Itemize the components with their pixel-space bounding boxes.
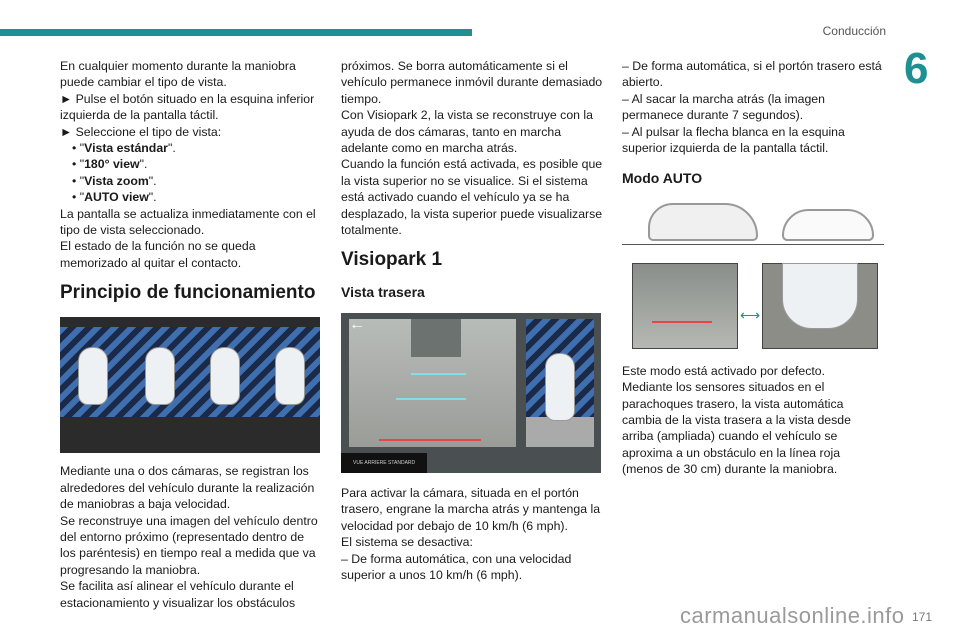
paragraph: Mediante los sensores situados en el parachoques trasero, la vista automática cambia de la vista trasera a la vista desde arriba (ampliada) cuando el vehículo se aproxima a un obstáculo en la línea roja (menos de 30 cm) durante la maniobra. xyxy=(622,380,851,477)
column-1 xyxy=(60,58,322,611)
auto-mode-screens-illustration xyxy=(622,263,884,349)
paragraph: próximos. Se borra automáticamente si el vehículo permanece inmóvil durante demasiado tiempo. xyxy=(341,59,603,106)
heading-principio: Principio de funcionamiento xyxy=(60,282,316,304)
column-3 xyxy=(622,58,884,478)
view-option: • "AUTO view". xyxy=(72,190,157,205)
paragraph: Este modo está activado por defecto. xyxy=(622,363,826,378)
surround-view-illustration xyxy=(60,317,320,453)
page-number: 171 xyxy=(912,610,933,624)
paragraph: – De forma automática, con una velocidad superior a unos 10 km/h (6 mph). xyxy=(341,551,572,582)
paragraph: Para activar la cámara, situada en el portón trasero, engrane la marcha atrás y mantenga la velocidad por debajo de 10 km/h (6 mph). xyxy=(341,485,601,533)
arrow-icon: ⟷ xyxy=(740,306,761,323)
paragraph: El estado de la función no se queda memorizado al quitar el contacto. xyxy=(60,239,256,270)
paragraph: Con Visiopark 2, la vista se reconstruye con la ayuda de dos cámaras, tanto en marcha adelante como en marcha atrás. xyxy=(341,108,593,156)
list-item: – Al pulsar la flecha blanca en la esquina superior izquierda de la pantalla táctil. xyxy=(622,124,845,156)
view-selector-button: VUE ARRIERE STANDARD xyxy=(341,453,427,473)
view-option: • "180° view". xyxy=(72,157,148,172)
section-title: Conducción xyxy=(822,24,886,38)
car-approach-illustration xyxy=(622,199,884,245)
chapter-number: 6 xyxy=(904,44,929,93)
step: ► Seleccione el tipo de vista: xyxy=(60,124,222,139)
paragraph: Cuando la función está activada, es posible que la vista superior no se visualice. Si el sistema está activado cuando el vehículo ya se ha desplazado, la vista superior puede visualizarse totalmente. xyxy=(341,157,603,238)
column-2 xyxy=(341,58,603,583)
back-arrow-icon: ← xyxy=(349,315,365,333)
paragraph: Se reconstruye una imagen del vehículo dentro del entorno próximo (representado dentro de los paréntesis) en tiempo real a medida que va progresando la maniobra. xyxy=(60,513,318,577)
list-item: – De forma automática, si el portón trasero está abierto. xyxy=(622,59,882,90)
rear-camera-screen-illustration xyxy=(341,313,601,473)
paragraph: En cualquier momento durante la maniobra puede cambiar el tipo de vista. xyxy=(60,59,296,90)
paragraph: Se facilita así alinear el vehículo durante el estacionamiento y visualizar los obstáculos xyxy=(60,579,296,610)
heading-modo-auto: Modo AUTO xyxy=(622,170,703,187)
view-option: • "Vista estándar". xyxy=(72,141,176,156)
step: ► Pulse el botón situado en la esquina inferior izquierda de la pantalla táctil. xyxy=(60,91,315,123)
paragraph: La pantalla se actualiza inmediatamente con el tipo de vista seleccionado. xyxy=(60,206,316,238)
paragraph: El sistema se desactiva: xyxy=(341,535,473,550)
heading-visiopark-1: Visiopark 1 xyxy=(341,249,443,271)
heading-vista-trasera: Vista trasera xyxy=(341,284,425,301)
view-option: • "Vista zoom". xyxy=(72,173,157,188)
paragraph: Mediante una o dos cámaras, se registran los alrededores del vehículo durante la realización de maniobras a baja velocidad. xyxy=(60,464,315,512)
header-accent-bar xyxy=(0,29,472,36)
list-item: – Al sacar la marcha atrás (la imagen permanece durante 7 segundos). xyxy=(622,91,825,123)
watermark: carmanualsonline.info xyxy=(680,603,905,628)
